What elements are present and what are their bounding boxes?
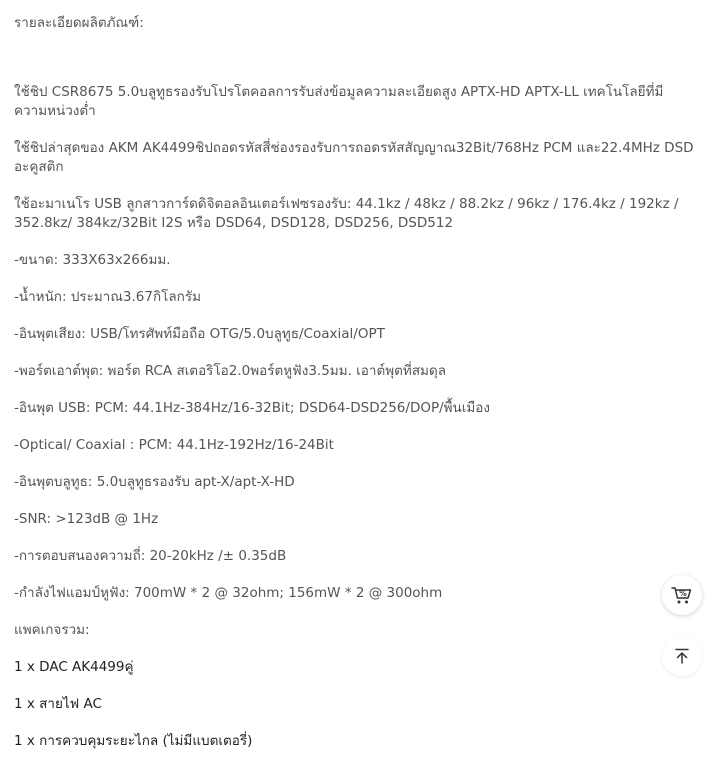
description-paragraph-usb: ใช้อะมาเนโร USB ลูกสาวการ์ดดิจิตอลอินเตอร์เฟซรองรับ: 44.1kz / 48kz / 88.2kz / 96kz / 176.4kz / 192kz / 352.8kz/ 384kz/32Bit I2S หรือ DSD64, DSD128, DSD256, DSD512 xyxy=(14,196,679,231)
spec-usb-input: -อินพุต USB: PCM: 44.1Hz-384Hz/16-32Bit; DSD64-DSD256/DOP/พื้นเมือง xyxy=(14,400,491,416)
description-heading: รายละเอียดผลิตภัณฑ์: xyxy=(14,15,144,31)
package-heading: แพคเกจรวม: xyxy=(14,622,90,638)
back-to-top-button[interactable] xyxy=(662,636,702,676)
arrow-up-icon xyxy=(673,647,691,665)
spec-bluetooth-input: -อินพุตบลูทูธ: 5.0บลูทูธรองรับ apt-X/apt-X-HD xyxy=(14,474,295,490)
product-description xyxy=(14,14,708,769)
cart-discount-badge: % xyxy=(679,589,687,598)
spec-output-ports: -พอร์ตเอาต์พุต: พอร์ต RCA สเตอริโอ2.0พอร์ตหูฟัง3.5มม. เอาต์พุตที่สมดุล xyxy=(14,363,446,379)
spec-headphone-amp-power: -กำลังไฟแอมป์หูฟัง: 700mW * 2 @ 32ohm; 156mW * 2 @ 300ohm xyxy=(14,585,443,601)
spec-weight: -น้ำหนัก: ประมาณ3.67กิโลกรัม xyxy=(14,289,201,305)
package-item-dac: 1 x DAC AK4499คู่ xyxy=(14,659,134,675)
spec-audio-input: -อินพุตเสียง: USB/โทรศัพท์มือถือ OTG/5.0บลูทูธ/Coaxial/OPT xyxy=(14,326,385,342)
description-paragraph-bluetooth: ใช้ชิป CSR8675 5.0บลูทูธรองรับโปรโตคอลการรับส่งข้อมูลความละเอียดสูง APTX-HD APTX-LL เทคโนโลยีที่มีความหน่วงต่ำ xyxy=(14,84,664,119)
description-paragraph-chip: ใช้ชิปล่าสุดของ AKM AK4499ชิปถอดรหัสสี่ช่องรองรับการถอดรหัสสัญญาณ32Bit/768Hz PCM และ22.4MHz DSD อะคูสติก xyxy=(14,140,694,175)
spec-snr: -SNR: >123dB @ 1Hz xyxy=(14,511,159,527)
package-item-ac-cable: 1 x สายไฟ AC xyxy=(14,696,102,712)
cart-discount-icon xyxy=(671,585,693,605)
spec-size: -ขนาด: 333X63x266มม. xyxy=(14,252,171,268)
cart-discount-button[interactable] xyxy=(662,575,702,615)
spec-optical-coaxial: -Optical/ Coaxial : PCM: 44.1Hz-192Hz/16-24Bit xyxy=(14,437,334,453)
spec-frequency-response: -การตอบสนองความถี่: 20-20kHz /± 0.35dB xyxy=(14,548,287,564)
package-item-remote: 1 x การควบคุมระยะไกล (ไม่มีแบตเตอรี่) xyxy=(14,733,253,749)
